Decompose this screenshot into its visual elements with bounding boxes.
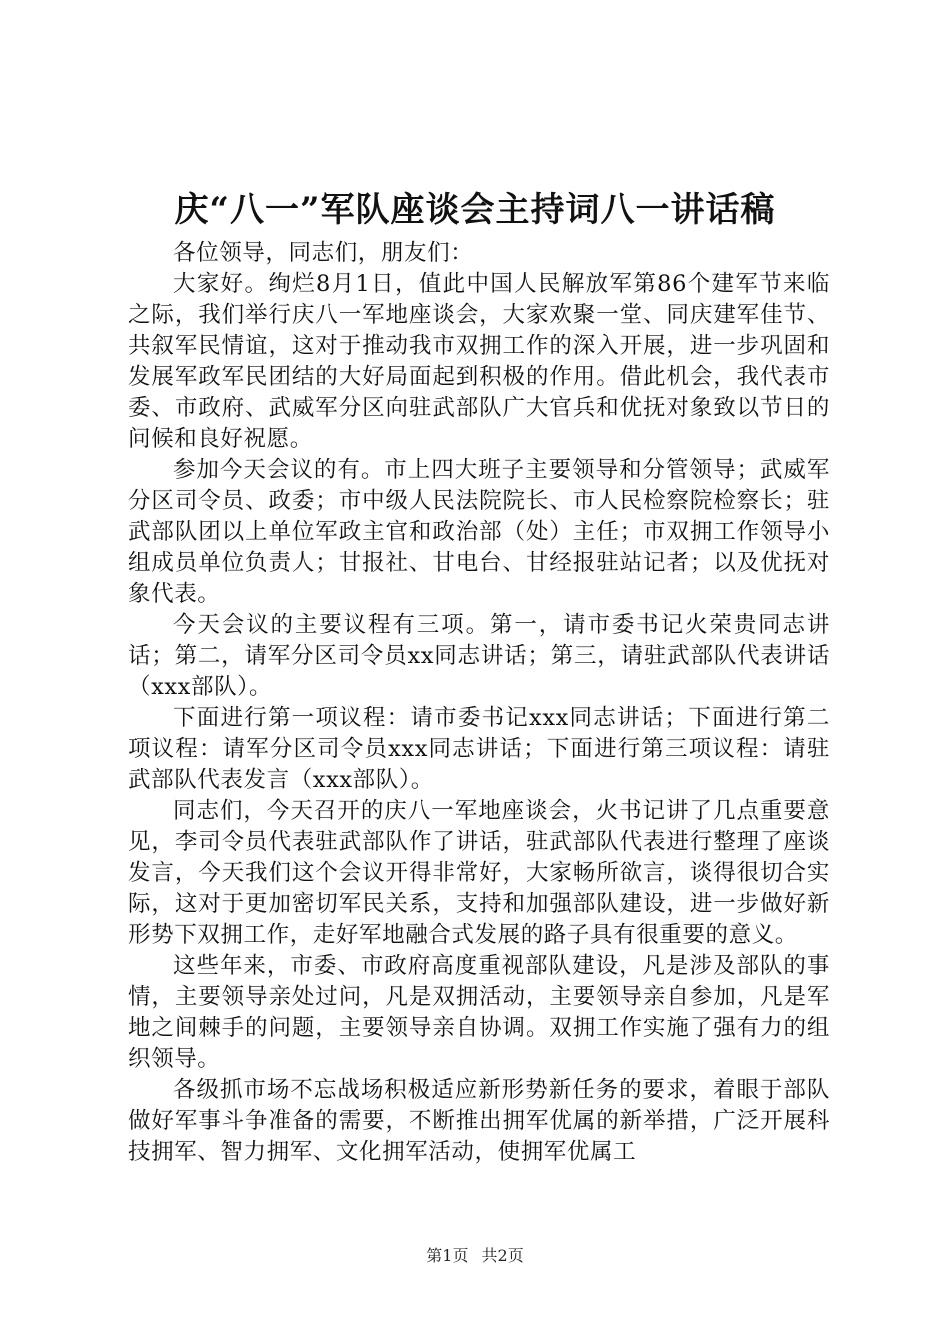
page-number: 第1页 [426,1246,469,1265]
greeting-paragraph: 各位领导，同志们，朋友们： [173,240,474,266]
page-total: 共2页 [481,1246,524,1265]
body-paragraph: 这些年来，市委、市政府高度重视部队建设，凡是涉及部队的事情，主要领导亲处过问，凡是双拥活动，主要领导亲自参加，凡是军地之间棘手的问题，主要领导亲自协调。双拥工作实施了强有力的组织领导。 [128,953,830,1072]
body-paragraph: 同志们，今天召开的庆八一军地座谈会，火书记讲了几点重要意见，李司令员代表驻武部队作了讲话，驻武部队代表进行整理了座谈发言，今天我们这个会议开得非常好，大家畅所欲言，谈得很切合实际，这对于更加密切军民关系，支持和加强部队建设，进一步做好新形势下双拥工作，走好军地融合式发展的路子具有很重要的意义。 [128,798,830,948]
body-paragraph: 大家好。绚烂8月1日，值此中国人民解放军第86个建军节来临之际，我们举行庆八一军地座谈会，大家欢聚一堂、同庆建军佳节、共叙军民情谊，这对于推动我市双拥工作的深入开展，进一步巩固和发展军政军民团结的大好局面起到积极的作用。借此机会，我代表市委、市政府、武威军分区向驻武部队广大官兵和优抚对象致以节日的问候和良好祝愿。 [128,271,830,452]
body-paragraph: 下面进行第一项议程：请市委书记xxx同志讲话；下面进行第二项议程：请军分区司令员xxx同志讲话；下面进行第三项议程：请驻武部队代表发言（xxx部队）。 [128,705,830,793]
body-paragraph: 今天会议的主要议程有三项。第一，请市委书记火荣贵同志讲话；第二，请军分区司令员xx同志讲话；第三，请驻武部队代表讲话（xxx部队）。 [128,612,830,700]
body-paragraph: 参加今天会议的有。市上四大班子主要领导和分管领导；武威军分区司令员、政委；市中级人民法院院长、市人民检察院检察长；驻武部队团以上单位军政主官和政治部（处）主任；市双拥工作领导小组成员单位负责人；甘报社、甘电台、甘经报驻站记者；以及优抚对象代表。 [128,457,830,607]
body-paragraph: 各级抓市场不忘战场积极适应新形势新任务的要求，着眼于部队做好军事斗争准备的需要，不断推出拥军优属的新举措，广泛开展科技拥军、智力拥军、文化拥军活动，使拥军优属工 [128,1077,830,1165]
page-footer [0,1244,950,1268]
document-body [128,238,830,1168]
document-title: 庆“八一”军队座谈会主持词八一讲话稿 [174,190,776,230]
